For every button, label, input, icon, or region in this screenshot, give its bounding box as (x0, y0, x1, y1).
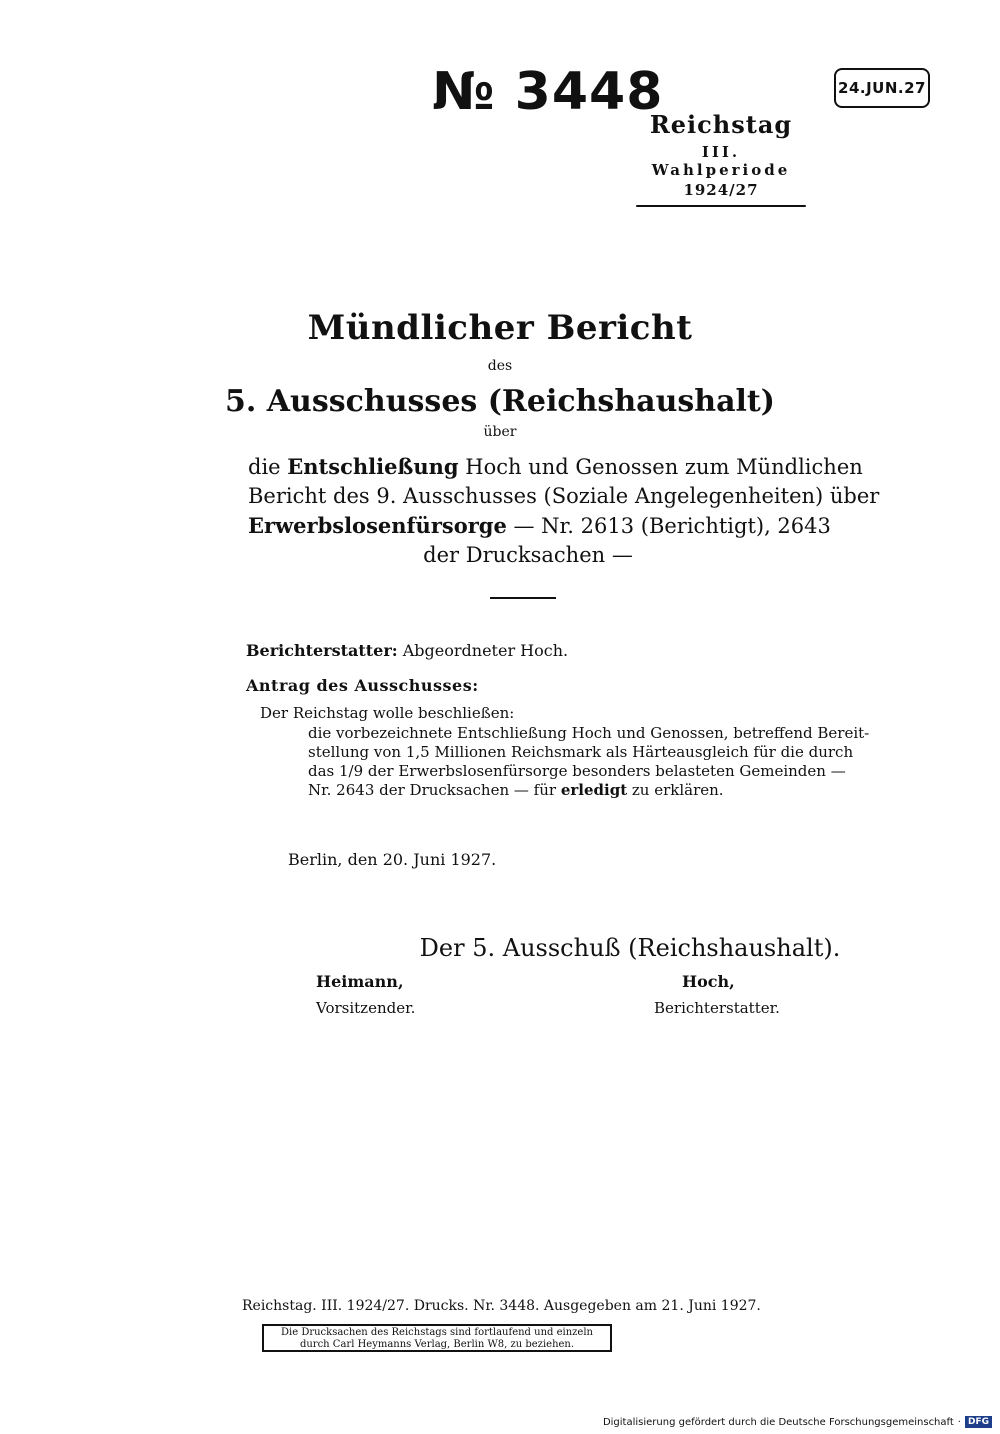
resolution-text-part: Nr. 2643 der Drucksachen — für (308, 781, 561, 799)
publication-line: Reichstag. III. 1924/27. Drucks. Nr. 3448. Ausgegeben am 21. Juni 1927. (242, 1298, 761, 1314)
dfg-logo: DFG (965, 1416, 992, 1428)
document-number (432, 62, 663, 122)
resolution-line: das 1/9 der Erwerbslosenfürsorge besonders belasteten Gemeinden — (308, 762, 846, 780)
antrag-intro: Der Reichstag wolle beschließen: (260, 704, 515, 722)
document-number-value: 3448 (514, 62, 664, 122)
subject-text: — Nr. 2613 (Berichtigt), 2643 (506, 514, 831, 538)
title-ueber: über (483, 424, 517, 440)
place-date: Berlin, den 20. Juni 1927. (288, 850, 497, 869)
publisher-notice-box (262, 1324, 612, 1352)
resolution-text (308, 724, 870, 800)
subject-line-1 (248, 452, 863, 482)
subject-bold: Entschließung (287, 454, 459, 479)
subject-bold: Erwerbslosenfürsorge (248, 513, 507, 538)
reporter-value: Abgeordneter Hoch. (397, 641, 569, 660)
subject-text: Hoch und Genossen zum Mündlichen (458, 455, 863, 479)
subject-text: die (248, 455, 288, 479)
committee-signature-text: Der 5. Ausschuß (Reichshaushalt). (419, 934, 841, 962)
wahlperiode: III. Wahlperiode (651, 143, 791, 179)
signature-name: Hoch, (682, 972, 735, 991)
date-stamp: 24.JUN.27 (834, 68, 930, 108)
resolution-line: die vorbezeichnete Entschließung Hoch und Genossen, betreffend Bereit- (308, 724, 870, 742)
resolution-bold: erledigt (560, 781, 628, 799)
publisher-notice-line: durch Carl Heymanns Verlag, Berlin W8, zu beziehen. (299, 1339, 575, 1350)
number-sign: № (432, 62, 496, 122)
committee-signature (200, 934, 950, 962)
reporter-line (246, 641, 568, 660)
signature-chair (316, 972, 415, 1017)
signature-name: Heimann, (316, 972, 404, 991)
reichstag-title: Reichstag (649, 110, 793, 139)
resolution-line (308, 781, 808, 800)
document-title: Mündlicher Bericht (307, 308, 693, 348)
subject-block (248, 452, 880, 570)
title-des: des (487, 358, 513, 374)
publisher-notice-line: Die Drucksachen des Reichstags sind fortlaufend und einzeln (281, 1327, 593, 1338)
antrag-heading: Antrag des Ausschusses: (246, 676, 479, 695)
subject-line-2: Bericht des 9. Ausschusses (Soziale Angelegenheiten) über (248, 484, 880, 508)
period-years: 1924/27 (683, 181, 759, 199)
subject-line-4: der Drucksachen — (423, 543, 633, 567)
header-underline (636, 205, 806, 207)
committee-title: 5. Ausschusses (Reichshaushalt) (225, 384, 775, 419)
subject-line-3 (248, 511, 831, 541)
reporter-label: Berichterstatter: (246, 641, 398, 660)
dfg-credit: Digitalisierung gefördert durch die Deutsche Forschungsgemeinschaft · DFG (603, 1416, 992, 1428)
dfg-credit-text: Digitalisierung gefördert durch die Deutsche Forschungsgemeinschaft (602, 1416, 954, 1428)
resolution-line: stellung von 1,5 Millionen Reichsmark als Härteausgleich für die durch (308, 743, 854, 761)
separator-rule (490, 597, 556, 599)
signature-reporter (654, 972, 780, 1017)
reichstag-block (636, 110, 806, 207)
resolution-text-part: zu erklären. (627, 781, 724, 799)
signature-role: Vorsitzender. (316, 999, 416, 1017)
signature-role: Berichterstatter. (654, 999, 780, 1017)
